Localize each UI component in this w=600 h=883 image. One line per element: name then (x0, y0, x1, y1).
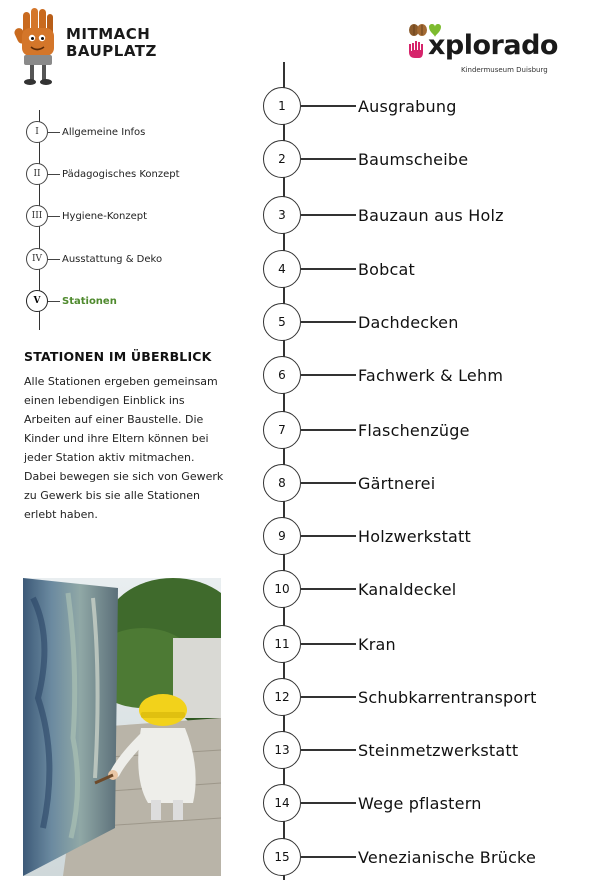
nav-label: Allgemeine Infos (62, 126, 146, 138)
station-connector (301, 268, 356, 269)
nav-label: Pädagogisches Konzept (62, 168, 180, 180)
station-number: 9 (263, 517, 301, 555)
station-venezianische-bruecke[interactable] (263, 837, 536, 877)
station-connector (301, 482, 356, 483)
station-connector (301, 856, 356, 857)
station-label: Flaschenzüge (358, 420, 470, 440)
station-steinmetzwerkstatt[interactable] (263, 730, 518, 770)
station-label: Holzwerkstatt (358, 526, 471, 546)
station-label: Kran (358, 634, 396, 654)
station-number: 15 (263, 838, 301, 876)
station-connector (301, 429, 356, 430)
brand-title-line2: BAUPLATZ (66, 42, 157, 60)
nav-label: Hygiene-Konzept (62, 210, 147, 222)
nav-numeral: V (26, 290, 48, 312)
station-connector (301, 535, 356, 536)
nav-numeral: III (26, 205, 48, 227)
explorado-subtitle: Kindermuseum Duisburg (461, 66, 548, 74)
station-connector (301, 214, 356, 215)
glove-mascot-logo (14, 6, 64, 88)
station-dachdecken[interactable] (263, 302, 459, 342)
station-label: Venezianische Brücke (358, 847, 536, 867)
station-number: 14 (263, 784, 301, 822)
station-flaschenzuege[interactable] (263, 410, 470, 450)
station-connector (301, 749, 356, 750)
station-label: Wege pflastern (358, 793, 482, 813)
station-label: Steinmetzwerkstatt (358, 740, 519, 760)
nav-dash (48, 301, 60, 302)
station-connector (301, 588, 356, 589)
station-schubkarrentransport[interactable] (263, 677, 537, 717)
station-connector (301, 105, 356, 106)
station-label: Kanaldeckel (358, 579, 457, 599)
overview-heading: STATIONEN IM ÜBERBLICK (24, 349, 212, 364)
station-connector (301, 696, 356, 697)
station-label: Bobcat (358, 259, 415, 279)
overview-body: Alle Stationen ergeben gemeinsam einen lebendigen Einblick ins Arbeiten auf einer Baustelle. Die Kinder und ihre Eltern können bei jeder Station aktiv mitmachen. Dabei bewegen sie sich von Gewerk zu Gewerk bis sie alle Stationen erlebt haben. (24, 375, 224, 521)
station-label: Gärtnerei (358, 473, 436, 493)
nav-dash (48, 132, 60, 133)
station-number: 7 (263, 411, 301, 449)
station-label: Schubkarrentransport (358, 687, 537, 707)
station-bobcat[interactable] (263, 249, 415, 289)
station-connector (301, 158, 356, 159)
nav-label: Stationen (62, 295, 117, 307)
station-number: 8 (263, 464, 301, 502)
brand-title-line1: MITMACH (66, 25, 151, 43)
nav-label: Ausstattung & Deko (62, 253, 163, 265)
station-number: 4 (263, 250, 301, 288)
station-label: Ausgrabung (358, 96, 457, 116)
nav-numeral: I (26, 121, 48, 143)
nav-item-stationen[interactable] (26, 289, 117, 313)
station-connector (301, 802, 356, 803)
station-label: Dachdecken (358, 312, 459, 332)
station-number: 10 (263, 570, 301, 608)
station-number: 13 (263, 731, 301, 769)
station-label: Bauzaun aus Holz (358, 205, 504, 225)
station-connector (301, 643, 356, 644)
station-holzwerkstatt[interactable] (263, 516, 471, 556)
station-kanaldeckel[interactable] (263, 569, 456, 609)
station-connector (301, 321, 356, 322)
station-number: 2 (263, 140, 301, 178)
station-gaertnerei[interactable] (263, 463, 435, 503)
station-number: 11 (263, 625, 301, 663)
nav-item-paedagogisches-konzept[interactable] (26, 162, 180, 186)
station-number: 5 (263, 303, 301, 341)
station-ausgrabung[interactable] (263, 86, 457, 126)
station-bauzaun-aus-holz[interactable] (263, 195, 504, 235)
station-number: 3 (263, 196, 301, 234)
station-number: 12 (263, 678, 301, 716)
station-baumscheibe[interactable] (263, 139, 468, 179)
explorado-wordmark: xplorado (428, 30, 558, 61)
station-wege-pflastern[interactable] (263, 783, 482, 823)
nav-item-ausstattung-deko[interactable] (26, 247, 162, 271)
nav-dash (48, 259, 60, 260)
nav-numeral: II (26, 163, 48, 185)
nav-dash (48, 216, 60, 217)
nav-numeral: IV (26, 248, 48, 270)
station-connector (301, 374, 356, 375)
station-number: 6 (263, 356, 301, 394)
station-label: Baumscheibe (358, 149, 469, 169)
station-kran[interactable] (263, 624, 396, 664)
nav-item-allgemeine-infos[interactable] (26, 120, 145, 144)
nav-dash (48, 174, 60, 175)
brand-title (66, 26, 157, 60)
station-number: 1 (263, 87, 301, 125)
station-fachwerk-lehm[interactable] (263, 355, 503, 395)
nav-item-hygiene-konzept[interactable] (26, 204, 147, 228)
station-label: Fachwerk & Lehm (358, 365, 504, 385)
child-painting-fence-photo (23, 578, 221, 876)
